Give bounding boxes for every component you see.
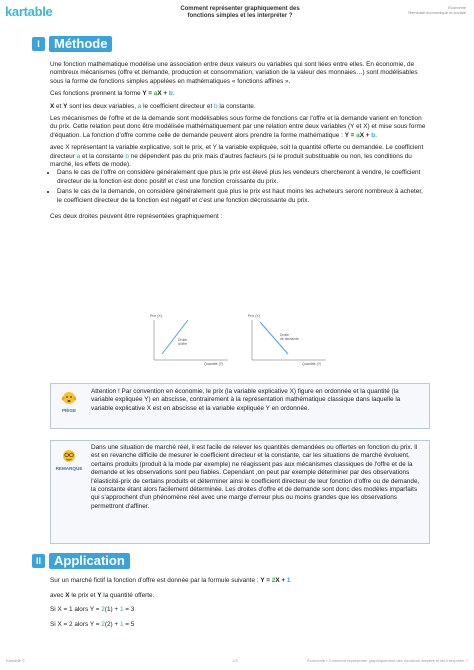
section-number: II [32,554,45,568]
application-intro: Sur un marché fictif la fonction d'offre est donnée par la formule suivante : Y = 2X + 1 [50,577,291,584]
list-item: • Dans le cas de l'offre on considère généralement que plus le prix est élevé plus les vendeurs chercheront à vendre, le coefficient directeur de la fonction est donc positif et c'est une fonction croissante du prix. [57,169,428,186]
y-axis-label: Prix (X) [150,314,162,318]
paragraph-variables: X et Y sont les deux variables, a le coefficient directeur et b la constante. [50,102,256,110]
x-axis-label: Quantité (Y) [204,362,224,366]
bullet-list [50,169,428,205]
x-axis-label: Quantité (Y) [302,362,322,366]
warning-face-icon [61,391,77,405]
y-axis-label: Prix (X) [248,314,260,318]
piege-text: Attention ! Par convention en économie, le prix (la variable explicative X) figure en ordonnée et la quantité (la variable expliquée Y) en abscisse, contrairement à la représentation mathématique classique dans laquelle la variable explicative X est en abscisse et la variable expliquée Y en ordonnée. [91,388,401,412]
section-number: I [32,37,45,51]
line-label: Droite [178,338,188,342]
application-body [50,576,428,629]
paragraph-intro: Une fonction mathématique modélise une association entre deux valeurs ou variables qui sont liées entre elles. En économie, de nombreux mécanismes (offre et demande, production et consommation, variation de la valeur des monnaies…) sont modélisables sous la forme de fonctions simples appelées en mathématiques « fonctions affines ». [50,61,418,85]
line-label: Droite [280,333,290,337]
remarque-box [50,440,430,544]
nerd-face-icon [61,449,77,463]
graph-offre [150,314,228,366]
paragraph-formula: Ces fonctions prennent la forme Y = aX + b. [50,90,175,98]
line-label: d'offre [178,342,188,346]
supply-line [162,320,188,354]
application-example-1: Si X = 1 alors Y = 2(1) + 1 = 3 [50,606,135,613]
remarque-side [51,441,87,543]
footer-doc-info: Économie • Comment représenter graphiquement des fonctions simples et les interpréter ? [307,658,468,663]
document-meta: Économie Terminale économique et sociale [407,5,466,15]
remarque-text: Dans une situation de marché réel, il est facile de relever les quantités demandées ou offertes en fonction du prix. Il est en revanche difficile de mesurer le coefficient directeur et la constante, car les situations de marché évoluent, certains produits (produit à la mode par exemple) ne réagissent pas aux mécanismes classiques de l'offre et de la demande et les observations sont peu fiables. Cependant ,on peut par exemple déterminer par des observations l'élasticité-prix de certains produits et déterminer ainsi le coefficient directeur de leur fonction d'offre ou de demande, la constante étant alors facilement déterminée. Les droites d'offre et de demande sont donc des modèles imparfaits qui s'approchent d'un phénomène réel avec une marge d'erreur plus ou moins grandes que les observations permettront d'affiner. [91,444,420,510]
piege-box [50,383,430,429]
supply-demand-graphs [140,310,340,372]
application-example-2: Si X = 2 alors Y = 2(2) + 1 = 5 [50,620,135,628]
page-header [0,0,474,24]
section-title: Méthode [49,36,112,52]
document-title: Comment représenter graphiquement des fonctions simples et les interpréter ? [180,6,300,19]
graph-demande [248,314,326,366]
application-variables: avec X le prix et Y la quantité offerte. [50,591,155,599]
kartable-logo[interactable]: kartable [5,4,53,19]
paragraph-offre-demande: Les mécanismes de l'offre et de la demande sont modélisables sous forme de fonctions car l'offre et la demande varient en fonction du prix. Cette relation peut donc être modélisée mathématiquement par une relation entre deux variables (Y et X) et mise sous forme d'équation. La fonction d'offre comme celle de demande peuvent alors prendre la forme mathématique : Y = aX + b. [50,115,426,139]
line-label: de demande [280,337,299,341]
piege-tag: PIÈGE [61,408,77,413]
piege-side [51,384,87,428]
page-footer [0,658,474,666]
paragraph-variables-explication: avec X représentant la variable explicative, soit le prix, et Y la variable expliquée, soit la quantité offerte ou demandée. Le coefficient directeur a et la constante b ne dépendent pas du prix mais d'autres facteurs (si le produit substituable ou non, les conditions du marché, les effets de mode). [50,144,424,169]
list-item: • Dans le cas de la demande, on considère généralement que plus le prix est haut moins les acheteurs seront nombreux à acheter, le coefficient directeur de la fonction est négatif et c'est une fonction décroissante du prix. [57,188,428,205]
page-number: 1/3 [232,658,238,663]
methode-body [50,61,428,222]
remarque-tag: REMARQUE [55,466,83,471]
footer-copyright: Kartable © [6,658,25,663]
section-title: Application [49,553,130,569]
paragraph-graphs-intro: Ces deux droites peuvent être représentées graphiquement : [50,213,223,221]
